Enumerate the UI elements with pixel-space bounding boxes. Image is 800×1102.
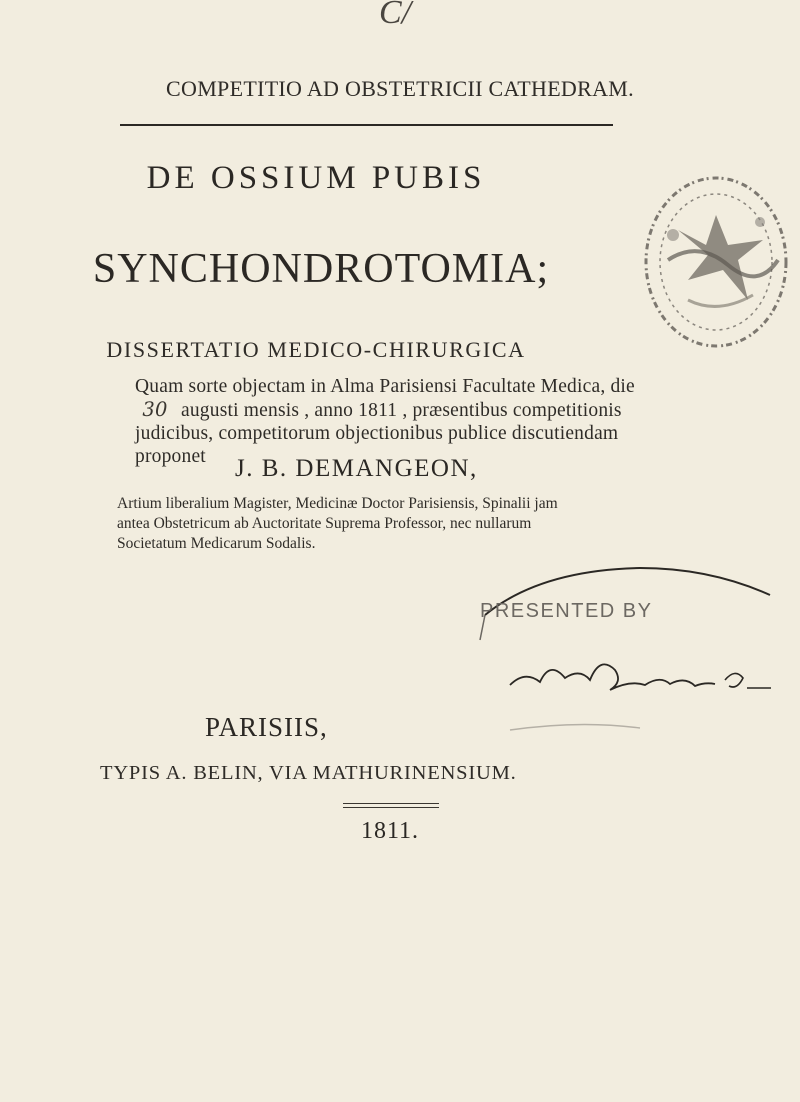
paragraph-line-1: Quam sorte objectam in Alma Parisiensi Facultate Medica, die — [135, 376, 635, 397]
bio-line-1: Artium liberalium Magister, Medicinæ Doctor Parisiensis, Spinalii jam — [117, 495, 558, 512]
handwritten-mark: C/ — [378, 0, 412, 31]
paragraph-line-2-text: augusti mensis , anno 1811 , præsentibus competitionis — [181, 400, 622, 421]
subtitle: DISSERTATIO MEDICO-CHIRURGICA — [106, 337, 526, 362]
paragraph-line-3: judicibus, competitorum objectionibus publice discutiendam — [135, 423, 619, 444]
imprint-year: 1811. — [360, 818, 420, 844]
handwritten-signature — [505, 640, 775, 710]
library-stamp-icon — [628, 160, 800, 368]
title-line-2: SYNCHONDROTOMIA; — [92, 246, 550, 292]
author-name: J. B. DEMANGEON, — [235, 455, 478, 482]
competition-header: COMPETITIO AD OBSTETRICII CATHEDRAM. — [166, 76, 634, 101]
paragraph-line-2 — [135, 398, 635, 422]
imprint-place: PARISIIS, — [205, 712, 328, 742]
bio-line-3: Societatum Medicarum Sodalis. — [117, 535, 316, 552]
author-bio — [117, 494, 677, 554]
header-rule — [120, 124, 613, 126]
handwritten-day: 30 — [142, 398, 168, 421]
year-rule-bottom — [343, 807, 439, 808]
paragraph-line-4: proponet — [135, 446, 206, 467]
title-line-1: DE OSSIUM PUBIS — [146, 160, 486, 196]
imprint-printer: TYPIS A. BELIN, VIA MATHURINENSIUM. — [100, 762, 517, 784]
presented-by-stamp: PRESENTED BY — [480, 600, 653, 622]
year-rule-top — [343, 803, 439, 804]
bio-line-2: antea Obstetricum ab Auctoritate Suprema Professor, nec nullarum — [117, 515, 532, 532]
